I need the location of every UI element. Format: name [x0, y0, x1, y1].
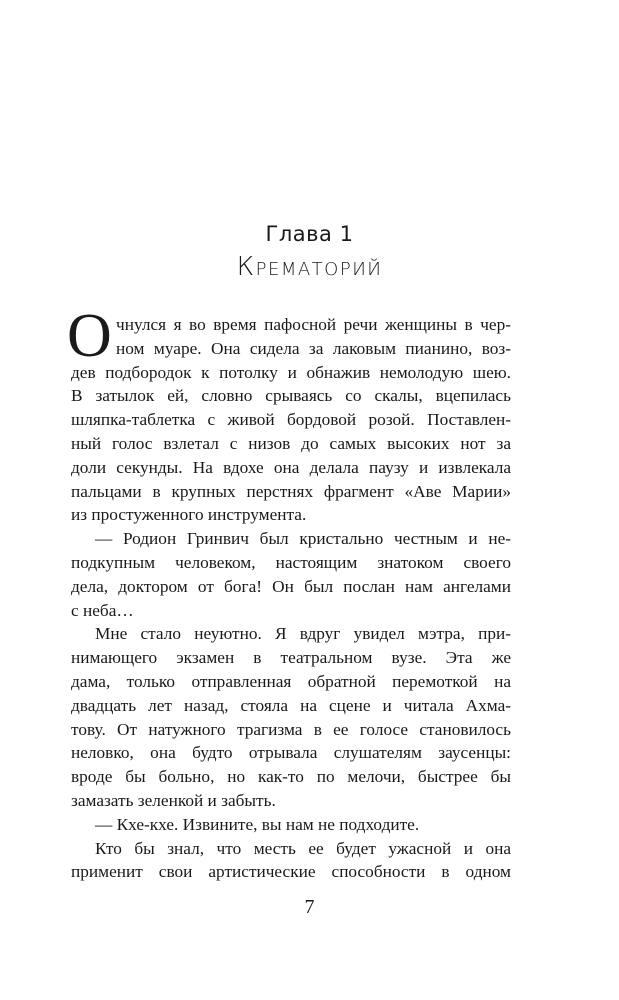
text-line: тову. От натужного трагизма в ее голосе становилось [71, 719, 511, 739]
text-line: дама, только отправленная обратной перемоткой на [71, 671, 511, 691]
text-line: дев подбородок к потолку и обнажив немолодую шею. [71, 362, 511, 382]
text-line: из простуженного инструмента. [71, 505, 307, 525]
text-line: вроде бы больно, но как-то по мелочи, быстрее бы [71, 767, 511, 787]
text-line: неловко, она будто отрывала слушателям заусенцы: [71, 743, 511, 763]
text-line: дела, доктором от бога! Он был послан нам ангелами [71, 576, 511, 596]
text-line: чнулся я во время пафосной речи женщины в чер- [116, 315, 511, 334]
text-line: нимающего экзамен в театральном вузе. Эта же [71, 648, 511, 668]
drop-cap: О [67, 302, 112, 370]
text-line: ном муаре. Она сидела за лаковым пианино, воз- [116, 338, 511, 358]
chapter-title: Крематорий [236, 252, 383, 282]
text-line: доли секунды. На вдохе она делала паузу и извлекала [71, 457, 511, 477]
text-line: подкупным человеком, настоящим знатоком своего [71, 552, 511, 572]
page-number: 7 [304, 896, 315, 918]
text-line: замазать зеленкой и забыть. [71, 790, 276, 810]
text-line: — Родион Гринвич был кристально честным и не- [95, 529, 511, 549]
text-line: шляпка-таблетка с живой бордовой розой. Поставлен- [71, 410, 511, 430]
text-line: пальцами в крупных перстнях фрагмент «Аве Марии» [71, 481, 511, 501]
text-line: применит свои артистические способности в одном [71, 862, 511, 882]
chapter-label: Глава 1 [265, 222, 354, 246]
text-line: с неба… [71, 600, 134, 620]
body-text [67, 302, 511, 884]
text-line: Мне стало неуютно. Я вдруг увидел мэтра, при- [95, 624, 511, 644]
text-line: Кто бы знал, что месть ее будет ужасной и она [95, 838, 511, 858]
text-line: В затылок ей, словно срываясь со скалы, вцепилась [71, 386, 511, 406]
text-line: ный голос взлетал с низов до самых высоких нот за [71, 433, 511, 453]
text-line: — Кхе-кхе. Извините, вы нам не подходите. [95, 814, 420, 834]
text-line: двадцать лет назад, стояла на сцене и читала Ахма- [71, 695, 511, 715]
